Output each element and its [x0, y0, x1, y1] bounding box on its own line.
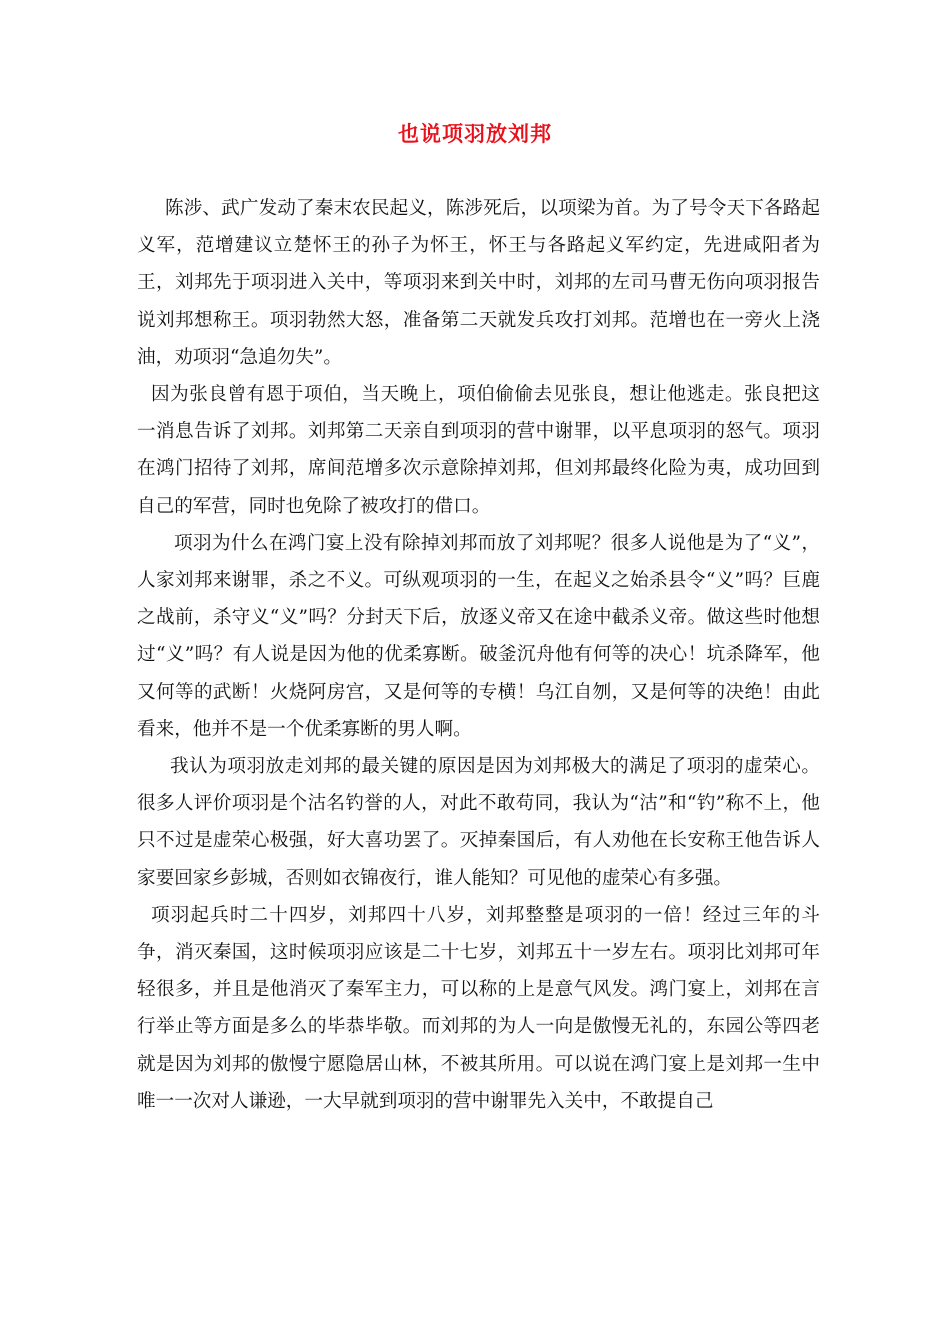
paragraph-4: 我认为项羽放走刘邦的最关键的原因是因为刘邦极大的满足了项羽的虚荣心。很多人评价项羽是个沽名钓誉的人，对此不敢苟同，我认为“沽”和“钓”称不上，他只不过是虚荣心极强，好大喜功罢了。灭掉秦国后，有人劝他在长安称王他告诉人家要回家乡彭城，否则如衣锦夜行，谁人能知？可见他的虚荣心有多强。 [137, 756, 820, 889]
paragraph-3: 项羽为什么在鸿门宴上没有除掉刘邦而放了刘邦呢？很多人说他是为了“义”，人家刘邦来谢罪，杀之不义。可纵观项羽的一生，在起义之始杀县令“义”吗？巨鹿之战前，杀守义“义”吗？分封天下后，放逐义帝又在途中截杀义帝。做这些时他想过“义”吗？有人说是因为他的优柔寡断。破釜沉舟他有何等的决心！坑杀降军，他又何等的武断！火烧阿房宫，又是何等的专横！乌江自刎，又是何等的决绝！由此看来，他并不是一个优柔寡断的男人啊。 [137, 532, 820, 740]
document-body [137, 190, 820, 1120]
paragraph-5: 项羽起兵时二十四岁，刘邦四十八岁，刘邦整整是项羽的一倍！经过三年的斗争，消灭秦国，这时候项羽应该是二十七岁，刘邦五十一岁左右。项羽比刘邦可年轻很多，并且是他消灭了秦军主力，可以称的上是意气风发。鸿门宴上，刘邦在言行举止等方面是多么的毕恭毕敬。而刘邦的为人一向是傲慢无礼的，东园公等四老就是因为刘邦的傲慢宁愿隐居山林，不被其所用。可以说在鸿门宴上是刘邦一生中唯一一次对人谦逊，一大早就到项羽的营中谢罪先入关中，不敢提自己 [137, 904, 820, 1112]
document-title: 也说项羽放刘邦 [398, 121, 552, 146]
paragraph-2: 因为张良曾有恩于项伯，当天晚上，项伯偷偷去见张良，想让他逃走。张良把这一消息告诉了刘邦。刘邦第二天亲自到项羽的营中谢罪，以平息项羽的怒气。项羽在鸿门招待了刘邦，席间范增多次示意除掉刘邦，但刘邦最终化险为夷，成功回到自己的军营，同时也免除了被攻打的借口。 [137, 384, 820, 517]
paragraph-1: 陈涉、武广发动了秦末农民起义，陈涉死后，以项梁为首。为了号令天下各路起义军，范增建议立楚怀王的孙子为怀王，怀王与各路起义军约定，先进咸阳者为王，刘邦先于项羽进入关中，等项羽来到关中时，刘邦的左司马曹无伤向项羽报告说刘邦想称王。项羽勃然大怒，准备第二天就发兵攻打刘邦。范增也在一旁火上浇油，劝项羽“急追勿失”。 [137, 198, 820, 368]
